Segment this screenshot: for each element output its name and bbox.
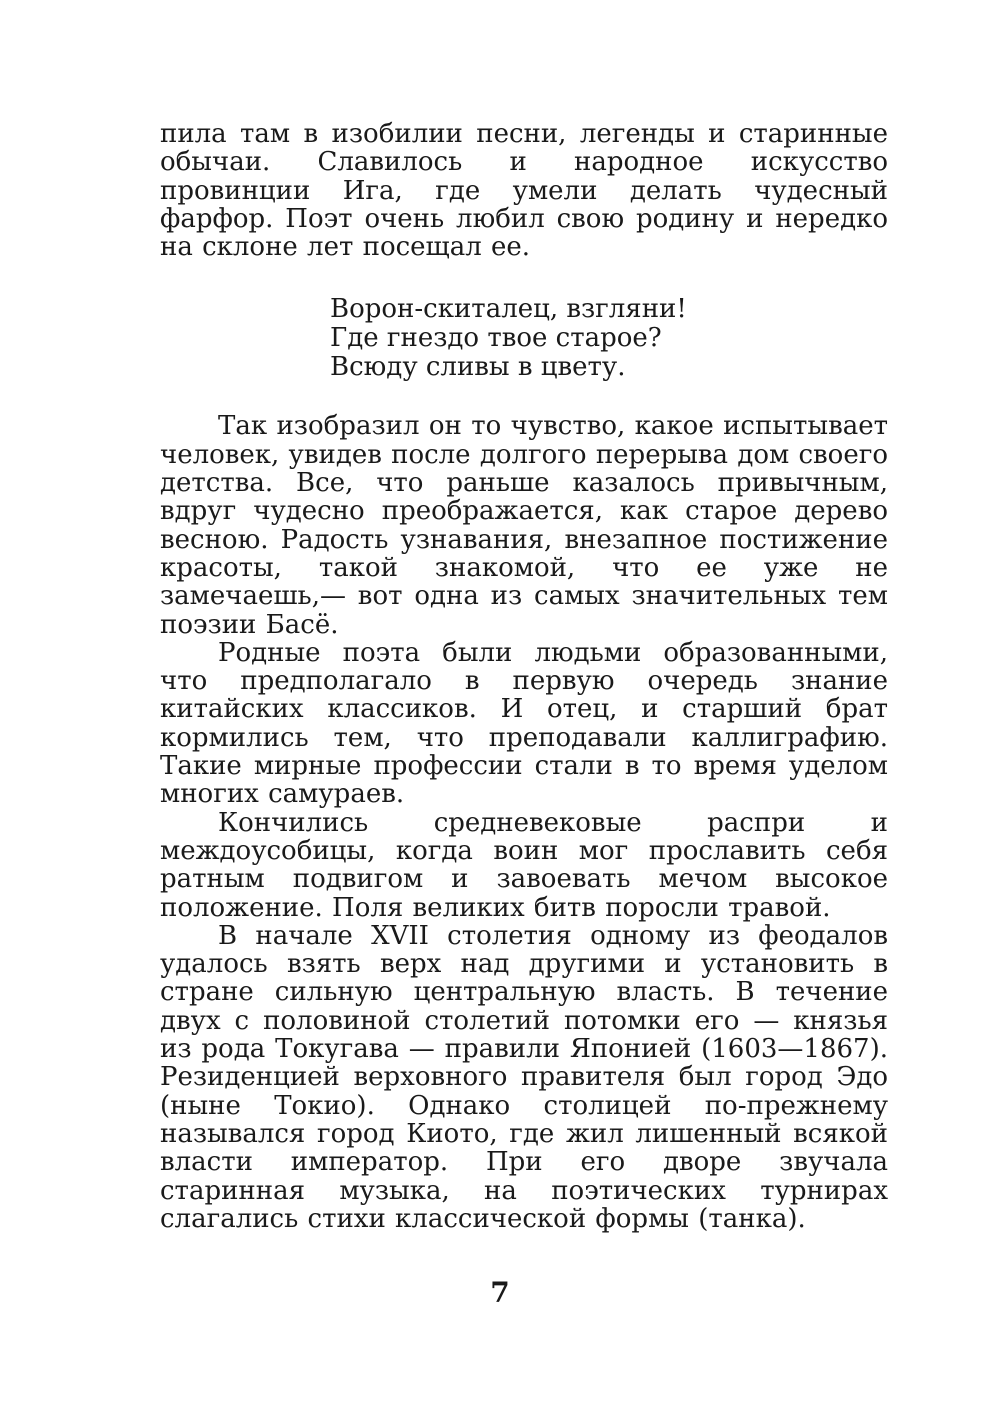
paragraph: Так изобразил он то чувство, какое испытывает человек, увидев после долгого перерыва дом своего детства. Все, что раньше казалось привычным, вдруг чудесно преображается, как старое дерево весною. Радость узнавания, внезапное постижение красоты, такой знакомой, что ее уже не замечаешь,— вот одна из самых значительных тем поэзии Басё.: [160, 411, 888, 640]
verse-line: Ворон-скиталец, взгляни!: [330, 294, 687, 325]
paragraph: В начале XVII столетия одному из феодалов удалось взять верх над другими и установить в стране сильную центральную власть. В течение двух с половиной столетий потомки его — князья из рода Токугава — правили Японией (1603—1867). Резиденцией верховного правителя был город Эдо (ныне Токио). Однако столицей по-прежнему назывался город Киото, где жил лишенный всякой власти император. При его дворе звучала старинная музыка, на поэтических турнирах слагались стихи классической формы (танка).: [160, 920, 888, 1234]
haiku-verse: [160, 295, 888, 382]
verse-line: Всюду сливы в цвету.: [330, 352, 626, 383]
page-number: 7: [490, 1276, 510, 1309]
paragraph: Родные поэта были людьми образованными, что предполагало в первую очередь знание китайских классиков. И отец, и старший брат кормились тем, что преподавали каллиграфию. Такие мирные профессии стали в то время уделом многих самураев.: [160, 637, 888, 810]
paragraph-continuation: пила там в изобилии песни, легенды и старинные обычаи. Славилось и народное искусство провинции Ига, где умели делать чудесный фарфор. Поэт очень любил свою родину и нередко на склоне лет посещал ее.: [160, 119, 888, 263]
paragraph: Кончились средневековые распри и междоусобицы, когда воин мог прославить себя ратным подвигом и завоевать мечом высокое положение. Поля великих битв поросли травой.: [160, 807, 888, 923]
verse-line: Где гнездо твое старое?: [330, 323, 662, 354]
page-body: [160, 120, 888, 1233]
